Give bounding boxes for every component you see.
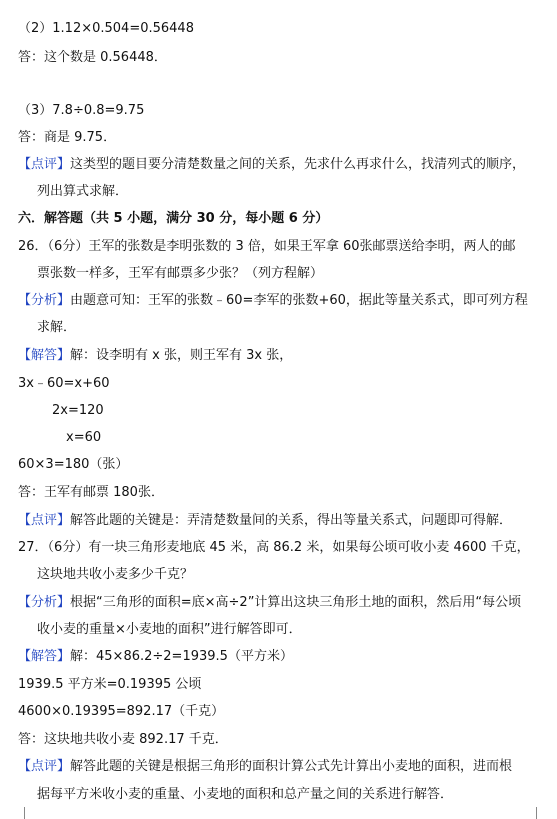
- analysis-27: 【分析】根据“三角形的面积=底×高÷2”计算出这块三角形土地的面积，然后用“每公顷: [18, 595, 522, 610]
- analysis-tag: 【分析】: [18, 293, 71, 308]
- analysis-27-cont: 收小麦的重量×小麦地的面积”进行解答即可．: [37, 622, 302, 637]
- line-sub-2: （2）1.12×0.504=0.56448: [18, 21, 194, 36]
- question-26-cont: 票张数一样多，王军有邮票多少张？（列方程解）: [37, 266, 324, 281]
- calc-27-1: 1939.5 平方米=0.19395 公顷: [18, 677, 202, 692]
- analysis-tag: 【分析】: [18, 595, 71, 610]
- solution-tag: 【解答】: [18, 348, 71, 363]
- equation-step-2: 2x=120: [52, 403, 104, 418]
- line-sub-3: （3）7.8÷0.8=9.75: [18, 103, 145, 118]
- solution-26: 【解答】解：设李明有 x 张，则王军有 3x 张，: [18, 348, 293, 363]
- line-comment-1-cont: 列出算式求解．: [37, 184, 129, 199]
- comment-tag: 【点评】: [18, 157, 71, 172]
- question-27: 27．（6分）有一块三角形麦地底 45 米，高 86.2 米，如果每公顷可收小麦 4600 千克，: [18, 540, 530, 555]
- section-heading: 六．解答题（共 5 小题，满分 30 分，每小题 6 分）: [18, 211, 329, 226]
- comment-26: 【点评】解答此题的关键是：弄清楚数量间的关系，得出等量关系式，问题即可得解．: [18, 513, 513, 528]
- comment-tag: 【点评】: [18, 513, 71, 528]
- line-answer-3: 答：商是 9.75．: [18, 130, 117, 145]
- question-27-cont: 这块地共收小麦多少千克？: [37, 567, 194, 582]
- comment-tag: 【点评】: [18, 759, 71, 774]
- crop-mark-left: [14, 807, 25, 819]
- solution-27: 【解答】解：45×86.2÷2=1939.5（平方米）: [18, 649, 293, 664]
- solution-tag: 【解答】: [18, 649, 71, 664]
- calc-27-2: 4600×0.19395=892.17（千克）: [18, 704, 225, 719]
- question-26: 26．（6分）王军的张数是李明张数的 3 倍，如果王军拿 60张邮票送给李明，两人的邮: [18, 239, 516, 254]
- answer-27: 答：这块地共收小麦 892.17 千克．: [18, 732, 228, 747]
- line-comment-1: 【点评】这类型的题目要分清楚数量之间的关系，先求什么再求什么，找清列式的顺序，: [18, 157, 526, 172]
- analysis-26-cont: 求解．: [37, 320, 77, 335]
- comment-27: 【点评】解答此题的关键是根据三角形的面积计算公式先计算出小麦地的面积，进而根: [18, 759, 513, 774]
- equation-step-1: 3x﹣60=x+60: [18, 376, 110, 391]
- answer-26: 答：王军有邮票 180张．: [18, 485, 164, 500]
- analysis-26: 【分析】由题意可知：王军的张数﹣60=李军的张数+60，据此等量关系式，即可列方程: [18, 293, 528, 308]
- line-answer-2: 答：这个数是 0.56448．: [18, 50, 167, 65]
- equation-step-3: x=60: [66, 430, 102, 445]
- comment-27-cont: 据每平方米收小麦的重量、小麦地的面积和总产量之间的关系进行解答．: [37, 787, 454, 802]
- calc-26: 60×3=180（张）: [18, 457, 129, 472]
- crop-mark-right: [536, 807, 547, 819]
